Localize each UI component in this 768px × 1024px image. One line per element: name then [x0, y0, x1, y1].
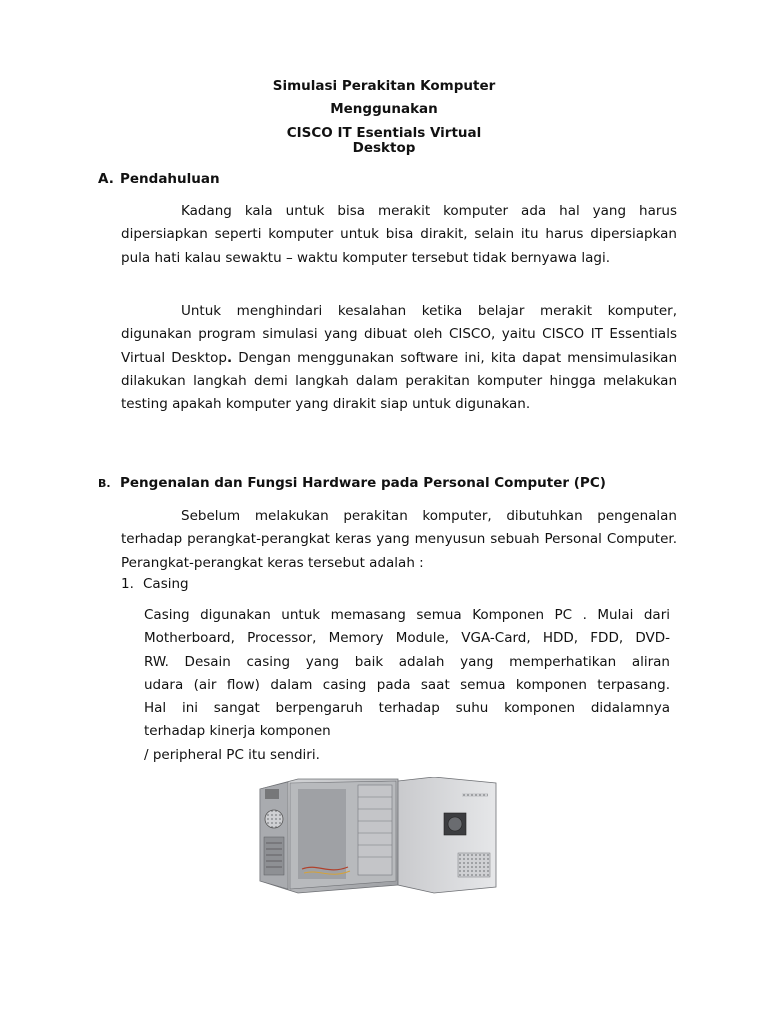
title-line-3: CISCO IT Esentials Virtual	[286, 125, 482, 141]
title-line-2: Menggunakan	[330, 101, 438, 117]
section-a-letter: A.	[98, 171, 114, 187]
section-b-paragraph-1	[121, 505, 677, 575]
section-a-paragraph-2	[121, 300, 677, 416]
title-line-4: Desktop	[352, 140, 416, 156]
casing-line-1: Casing digunakan untuk memasang semua Komponen PC . Mulai dari	[144, 607, 670, 623]
casing-description	[144, 604, 670, 767]
casing-line-5: Hal ini sangat berpengaruh terhadap suhu komponen didalamnya	[144, 700, 670, 717]
section-a-paragraph-1	[121, 200, 677, 270]
section-b-paragraph-1-text: Sebelum melakukan perakitan komputer, dibutuhkan pengenalan terhadap perangkat-perangkat keras yang menyusun sebuah Personal Computer. Perangkat-perangkat keras tersebut adalah :	[121, 508, 677, 571]
casing-line-2: Motherboard, Processor, Memory Module, VGA-Card, HDD, FDD, DVD-	[144, 630, 670, 647]
section-a-paragraph-1-text: Kadang kala untuk bisa merakit komputer ada hal yang harus dipersiapkan seperti komputer untuk bisa dirakit, selain itu harus dipersiapkan pula hati kalau sewaktu – waktu komputer tersebut tidak bernyawa lagi.	[121, 203, 677, 266]
section-a-paragraph-2-start: Untuk menghindari kesalahan ketika belajar merakit komputer, digunakan program simulasi yang dibuat oleh CISCO, yaitu CISCO IT Essentials Virtual Desktop	[121, 303, 677, 366]
section-a-paragraph-2-end: Dengan menggunakan software ini, kita dapat mensimulasikan dilakukan langkah demi langkah dalam perakitan komputer hingga melakukan testing apakah komputer yang dirakit siap untuk digunakan.	[121, 349, 678, 413]
casing-line-6: terhadap kinerja komponen	[144, 723, 331, 740]
casing-line-4: udara (air flow) dalam casing pada saat semua komponen terpasang.	[144, 676, 670, 693]
section-b-heading	[98, 474, 606, 493]
casing-line-7: / peripheral PC itu sendiri.	[144, 746, 320, 763]
casing-line-3: RW. Desain casing yang baik adalah yang memperhatikan aliran	[144, 653, 670, 670]
section-b-letter: B.	[98, 477, 111, 490]
section-b-title: Pengenalan dan Fungsi Hardware pada Personal Computer (PC)	[120, 475, 606, 491]
list-item-label: Casing	[143, 576, 189, 592]
title-line-1: Simulasi Perakitan Komputer	[272, 78, 496, 94]
list-item-number: 1.	[121, 576, 134, 592]
section-a-heading	[98, 170, 220, 188]
list-item-casing	[121, 575, 189, 593]
pc-casing-image	[258, 777, 498, 895]
section-a-paragraph-2-dot: .	[226, 349, 233, 366]
section-a-title: Pendahuluan	[120, 171, 220, 187]
